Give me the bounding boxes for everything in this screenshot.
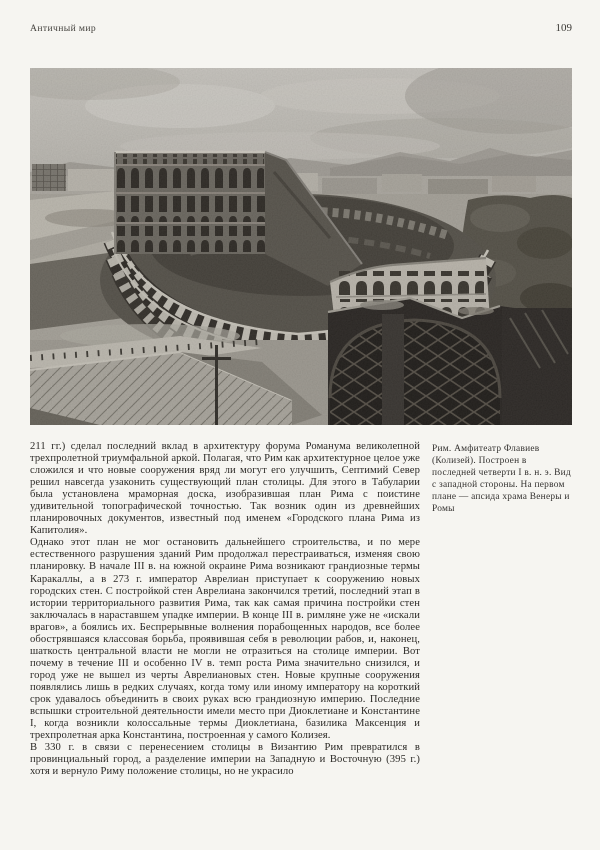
colosseum-photo <box>30 68 572 425</box>
figure-caption: Рим. Амфитеатр Флавиев (Колизей). Построен в последней четверти I в. н. э. Вид с западной стороны. На первом плане — апсида храма Венеры и Ромы <box>432 444 571 515</box>
running-head <box>30 22 572 34</box>
page-number: 109 <box>555 22 572 34</box>
running-title: Античный мир <box>30 23 97 34</box>
article-paragraph-1: 211 гг.) сделал последний вклад в архитектуру форума Романума великолепной трехпролетной триумфальной аркой. Полагая, что Рим как архитектурное целое уже сложился и что новые сооружения вряд ли могут его улучшить, Септимий Север решил навсегда узаконить существующий план столицы. Для этого в Табуларии была установлена мраморная доска, изобразившая план Рима с поистине удивительной топографической точностью. Так возник один из древнейших планировочных документов, известный под именем «Городского плана Рима из Капитолия». <box>30 441 420 537</box>
article-text <box>30 441 420 778</box>
article-paragraph-2: Однако этот план не мог остановить дальнейшего строительства, и по мере естественного разрушения зданий Рим продолжал перестраиваться, изменяя свою планировку. В начале III в. на южной окраине Рима возникают грандиозные термы Каракаллы, а в 273 г. император Аврелиан приступает к сооружению новых городских стен. С постройкой стен Аврелиана закончился третий, последний этап в истории территориального развития Рима, так как самая причина постройки стен заключалась в нараставшем упадке империи. В конце III в. римляне уже не «искали врагов», а боялись их. Беспрерывные волнения порабощенных народов, все более обострявшаяся классовая борьба, проявившая себя в революции рабов, и, наконец, шаткость центральной власти не могли не отразиться на столице империи. Вот почему в течение III и особенно IV в. темп роста Рима значительно снизился, и город уже не вышел из черты Аврелиановых стен. Новые крупные сооружения появлялись лишь в редких случаях, когда тому или иному императору на короткий срок удавалось объединить в своих руках всю грандиозную империю. Последние вспышки строительной деятельности имели место при Диоклетиане и Константине I, когда возникли колоссальные термы Диоклетиана, базилика Максенция и трехпролетная арка Константина, построенная у самого Колизея. <box>30 537 420 742</box>
article-paragraph-3: В 330 г. в связи с перенесением столицы в Византию Рим превратился в провинциальный город, а разделение империи на Западную и Восточную (395 г.) хотя и вернуло Риму положение столицы, но не украсило <box>30 742 420 778</box>
colosseum-photo-graphic <box>30 68 572 425</box>
